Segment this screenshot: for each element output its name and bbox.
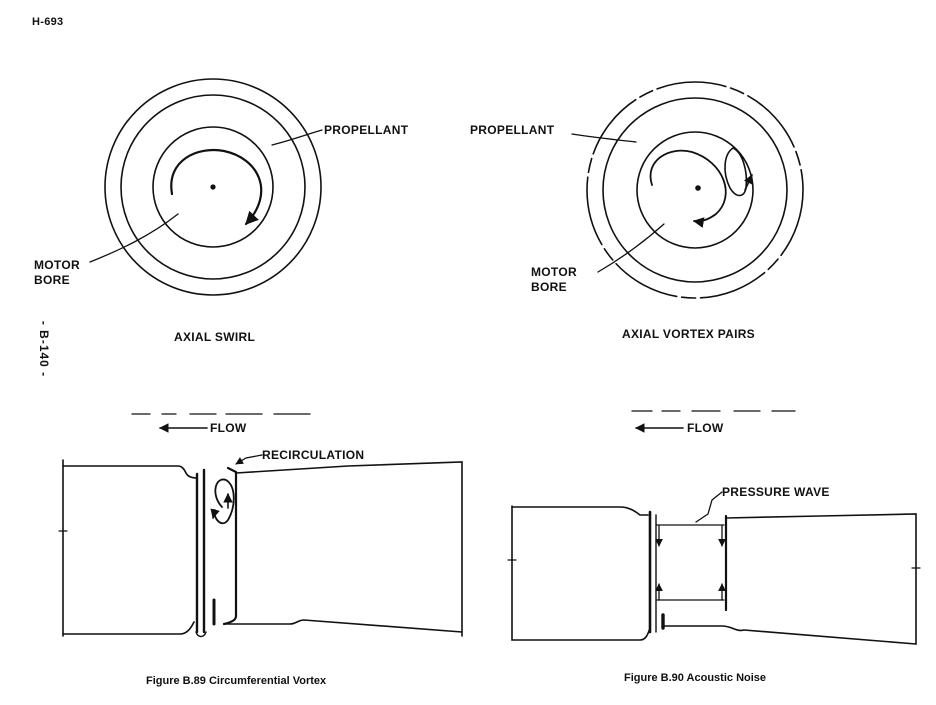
motor-lower-wall-left: [63, 622, 194, 634]
motor-upper-wall-right: [236, 462, 462, 636]
pressure-wave-label: PRESSURE WAVE: [722, 485, 830, 499]
swirl-propellant-label: PROPELLANT: [324, 123, 409, 137]
slot-right-face: [224, 468, 236, 624]
pairs-center-dot: [696, 186, 700, 190]
pairs-small-vortex: [725, 148, 746, 196]
axial-swirl-title: AXIAL SWIRL: [174, 330, 256, 344]
swirl-bore-leader: [90, 214, 178, 262]
pairs-motor-label: MOTOR: [531, 265, 577, 279]
acoustic-lower-wall-right: [664, 626, 916, 644]
acoustic-upper-wall-left: [512, 507, 648, 515]
pairs-propellant-label: PROPELLANT: [470, 123, 555, 137]
swirl-center-dot: [211, 185, 215, 189]
flow-label-right: FLOW: [687, 421, 724, 435]
pairs-propellant-leader: [572, 134, 636, 142]
circumferential-vortex-diagram: [59, 455, 462, 637]
figure-b89-caption: Figure B.89 Circumferential Vortex: [146, 675, 327, 687]
acoustic-lower-wall-left: [512, 628, 650, 640]
page-number: - B-140 -: [37, 320, 51, 378]
acoustic-upper-wall-right: [726, 514, 916, 644]
motor-upper-wall-left: [63, 466, 197, 478]
axial-vortex-pairs-diagram: [572, 82, 803, 298]
recirculation-eddy: [214, 479, 234, 523]
document-id: H-693: [32, 16, 64, 28]
acoustic-noise-diagram: [508, 492, 920, 644]
swirl-motor-label: MOTOR: [34, 258, 80, 272]
pairs-bore-label: BORE: [531, 280, 567, 294]
pairs-outer-casing: [587, 82, 803, 298]
swirl-propellant-leader: [272, 130, 322, 145]
axial-swirl-diagram: [90, 79, 322, 295]
pressure-wave-leader: [696, 492, 722, 522]
recirculation-label: RECIRCULATION: [262, 448, 365, 462]
axial-vortex-pairs-title: AXIAL VORTEX PAIRS: [622, 327, 755, 341]
flow-label-left: FLOW: [210, 421, 247, 435]
figure-b90-caption: Figure B.90 Acoustic Noise: [624, 672, 767, 684]
pairs-inner-casing: [603, 98, 787, 282]
motor-lower-wall-right: [224, 620, 462, 632]
swirl-bore-label: BORE: [34, 273, 70, 287]
swirl-rotation-arrow: [171, 150, 261, 224]
recirculation-leader: [236, 455, 262, 464]
pairs-vortex-loop-arrow: [651, 151, 726, 222]
